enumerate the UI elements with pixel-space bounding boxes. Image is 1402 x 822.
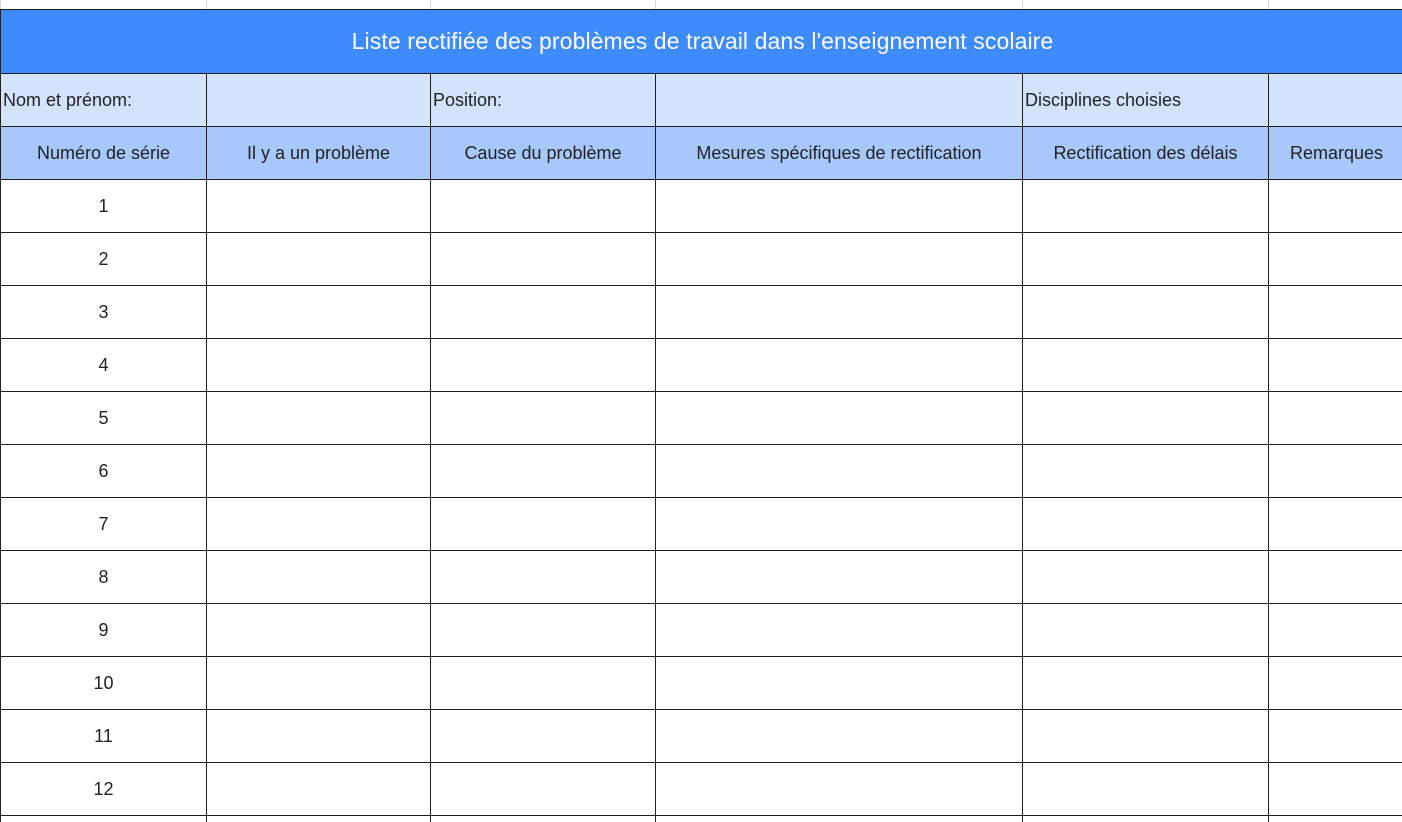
deadline-cell[interactable] <box>1023 233 1269 286</box>
remarks-cell[interactable] <box>1269 445 1402 498</box>
serial-number-cell[interactable]: 4 <box>1 339 207 392</box>
measures-cell[interactable] <box>656 657 1023 710</box>
cell[interactable] <box>1269 816 1402 822</box>
remarks-cell[interactable] <box>1269 286 1402 339</box>
deadline-cell[interactable] <box>1023 180 1269 233</box>
cause-cell[interactable] <box>431 604 656 657</box>
cell[interactable] <box>431 0 656 10</box>
cell[interactable] <box>207 816 431 822</box>
serial-number-cell[interactable]: 5 <box>1 392 207 445</box>
table-row <box>1 604 1402 657</box>
top-strip-row <box>1 0 1402 10</box>
column-header-serial[interactable]: Numéro de série <box>1 127 207 180</box>
remarks-cell[interactable] <box>1269 498 1402 551</box>
name-label[interactable]: Nom et prénom: <box>1 74 207 127</box>
measures-cell[interactable] <box>656 763 1023 816</box>
table-row <box>1 657 1402 710</box>
info-row <box>1 74 1402 127</box>
cause-cell[interactable] <box>431 498 656 551</box>
serial-number-cell[interactable]: 6 <box>1 445 207 498</box>
column-header-deadline[interactable]: Rectification des délais <box>1023 127 1269 180</box>
remarks-cell[interactable] <box>1269 233 1402 286</box>
serial-number-cell[interactable]: 8 <box>1 551 207 604</box>
cell[interactable] <box>1269 0 1402 10</box>
problem-cell[interactable] <box>207 710 431 763</box>
table-row <box>1 180 1402 233</box>
deadline-cell[interactable] <box>1023 710 1269 763</box>
serial-number-cell[interactable]: 11 <box>1 710 207 763</box>
position-label[interactable]: Position: <box>431 74 656 127</box>
deadline-cell[interactable] <box>1023 498 1269 551</box>
cause-cell[interactable] <box>431 286 656 339</box>
deadline-cell[interactable] <box>1023 339 1269 392</box>
problem-cell[interactable] <box>207 445 431 498</box>
cause-cell[interactable] <box>431 180 656 233</box>
cell[interactable] <box>1 816 207 822</box>
serial-number-cell[interactable]: 12 <box>1 763 207 816</box>
remarks-cell[interactable] <box>1269 551 1402 604</box>
deadline-cell[interactable] <box>1023 763 1269 816</box>
remarks-cell[interactable] <box>1269 710 1402 763</box>
table-row <box>1 286 1402 339</box>
serial-number-cell[interactable]: 9 <box>1 604 207 657</box>
cause-cell[interactable] <box>431 551 656 604</box>
column-header-measures[interactable]: Mesures spécifiques de rectification <box>656 127 1023 180</box>
problem-cell[interactable] <box>207 498 431 551</box>
measures-cell[interactable] <box>656 710 1023 763</box>
title-row <box>1 10 1402 74</box>
table-row <box>1 710 1402 763</box>
table-row <box>1 498 1402 551</box>
problem-cell[interactable] <box>207 339 431 392</box>
table-title[interactable]: Liste rectifiée des problèmes de travail dans l'enseignement scolaire <box>1 10 1402 74</box>
remarks-cell[interactable] <box>1269 604 1402 657</box>
deadline-cell[interactable] <box>1023 392 1269 445</box>
table-row <box>1 551 1402 604</box>
serial-number-cell[interactable]: 10 <box>1 657 207 710</box>
disciplines-label[interactable]: Disciplines choisies <box>1023 74 1269 127</box>
remarks-cell[interactable] <box>1269 392 1402 445</box>
cell[interactable] <box>1023 816 1269 822</box>
column-header-problem[interactable]: Il y a un problème <box>207 127 431 180</box>
position-value-cell[interactable] <box>656 74 1023 127</box>
cause-cell[interactable] <box>431 657 656 710</box>
deadline-cell[interactable] <box>1023 445 1269 498</box>
serial-number-cell[interactable]: 7 <box>1 498 207 551</box>
cause-cell[interactable] <box>431 233 656 286</box>
disciplines-value-cell[interactable] <box>1269 74 1402 127</box>
deadline-cell[interactable] <box>1023 604 1269 657</box>
name-value-cell[interactable] <box>207 74 431 127</box>
problem-cell[interactable] <box>207 551 431 604</box>
remarks-cell[interactable] <box>1269 339 1402 392</box>
measures-cell[interactable] <box>656 180 1023 233</box>
table-row <box>1 339 1402 392</box>
cell[interactable] <box>656 816 1023 822</box>
cause-cell[interactable] <box>431 710 656 763</box>
cause-cell[interactable] <box>431 339 656 392</box>
table-row <box>1 392 1402 445</box>
measures-cell[interactable] <box>656 604 1023 657</box>
measures-cell[interactable] <box>656 233 1023 286</box>
serial-number-cell[interactable]: 2 <box>1 233 207 286</box>
cell[interactable] <box>431 816 656 822</box>
problem-cell[interactable] <box>207 233 431 286</box>
column-header-cause[interactable]: Cause du problème <box>431 127 656 180</box>
remarks-cell[interactable] <box>1269 657 1402 710</box>
remarks-cell[interactable] <box>1269 763 1402 816</box>
measures-cell[interactable] <box>656 392 1023 445</box>
measures-cell[interactable] <box>656 551 1023 604</box>
cause-cell[interactable] <box>431 763 656 816</box>
problem-cell[interactable] <box>207 657 431 710</box>
problem-cell[interactable] <box>207 604 431 657</box>
deadline-cell[interactable] <box>1023 657 1269 710</box>
measures-cell[interactable] <box>656 339 1023 392</box>
measures-cell[interactable] <box>656 498 1023 551</box>
serial-number-cell[interactable]: 3 <box>1 286 207 339</box>
column-header-row <box>1 127 1402 180</box>
serial-number-cell[interactable]: 1 <box>1 180 207 233</box>
table-row <box>1 763 1402 816</box>
problem-cell[interactable] <box>207 763 431 816</box>
cell[interactable] <box>1 0 207 10</box>
problem-cell[interactable] <box>207 286 431 339</box>
partial-row <box>1 816 1402 822</box>
remarks-cell[interactable] <box>1269 180 1402 233</box>
cell[interactable] <box>656 0 1023 10</box>
cell[interactable] <box>1023 0 1269 10</box>
deadline-cell[interactable] <box>1023 286 1269 339</box>
cause-cell[interactable] <box>431 392 656 445</box>
measures-cell[interactable] <box>656 286 1023 339</box>
measures-cell[interactable] <box>656 445 1023 498</box>
problem-cell[interactable] <box>207 392 431 445</box>
table-row <box>1 233 1402 286</box>
cause-cell[interactable] <box>431 445 656 498</box>
deadline-cell[interactable] <box>1023 551 1269 604</box>
problem-cell[interactable] <box>207 180 431 233</box>
cell[interactable] <box>207 0 431 10</box>
table-row <box>1 445 1402 498</box>
column-header-remarks[interactable]: Remarques <box>1269 127 1402 180</box>
